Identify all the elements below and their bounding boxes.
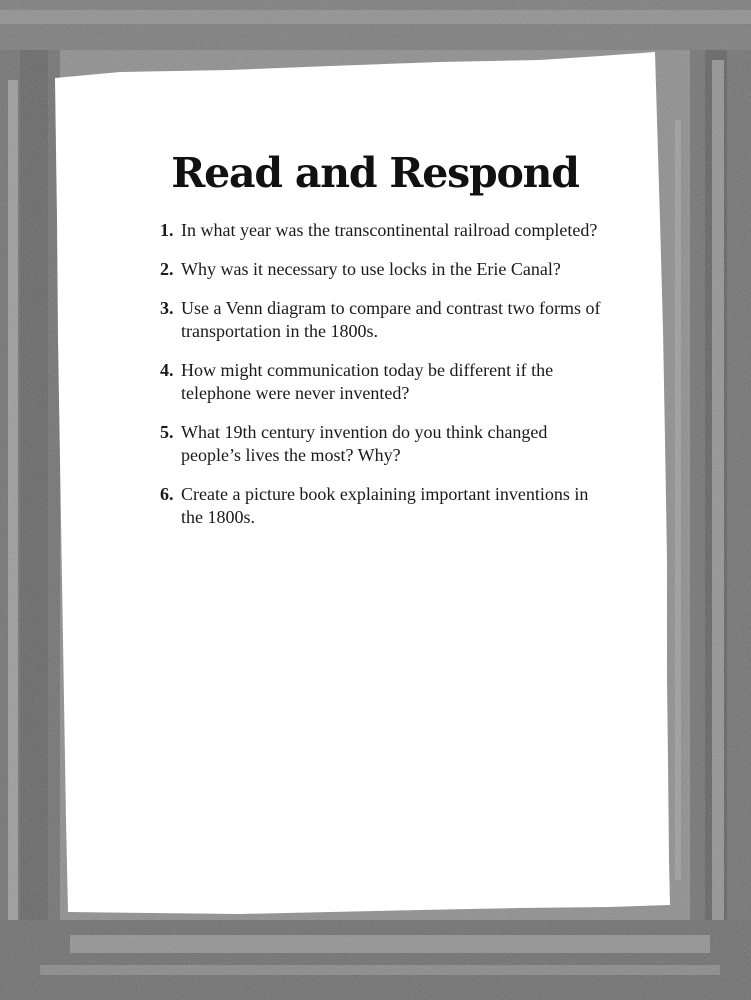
question-number: 3. xyxy=(160,298,174,319)
question-text: How might communication today be different if the telephone were never invented? xyxy=(181,360,554,404)
question-number: 1. xyxy=(160,220,174,241)
question-list xyxy=(90,219,660,529)
page-content xyxy=(90,150,660,545)
page-title: Read and Respond xyxy=(171,149,579,197)
question-text: Create a picture book explaining important inventions in the 1800s. xyxy=(181,484,589,528)
question-item xyxy=(160,483,611,529)
question-text: Use a Venn diagram to compare and contrast two forms of transportation in the 1800s. xyxy=(181,298,601,342)
question-item xyxy=(160,258,611,281)
question-text: What 19th century invention do you think changed people’s lives the most? Why? xyxy=(181,422,548,466)
question-number: 6. xyxy=(160,484,174,505)
question-number: 4. xyxy=(160,360,174,381)
question-text: Why was it necessary to use locks in the Erie Canal? xyxy=(181,259,561,280)
question-item xyxy=(160,359,611,405)
question-item xyxy=(160,297,611,343)
question-item xyxy=(160,219,611,242)
question-text: In what year was the transcontinental railroad completed? xyxy=(181,220,598,241)
question-item xyxy=(160,421,611,467)
question-number: 5. xyxy=(160,422,174,443)
question-number: 2. xyxy=(160,259,174,280)
